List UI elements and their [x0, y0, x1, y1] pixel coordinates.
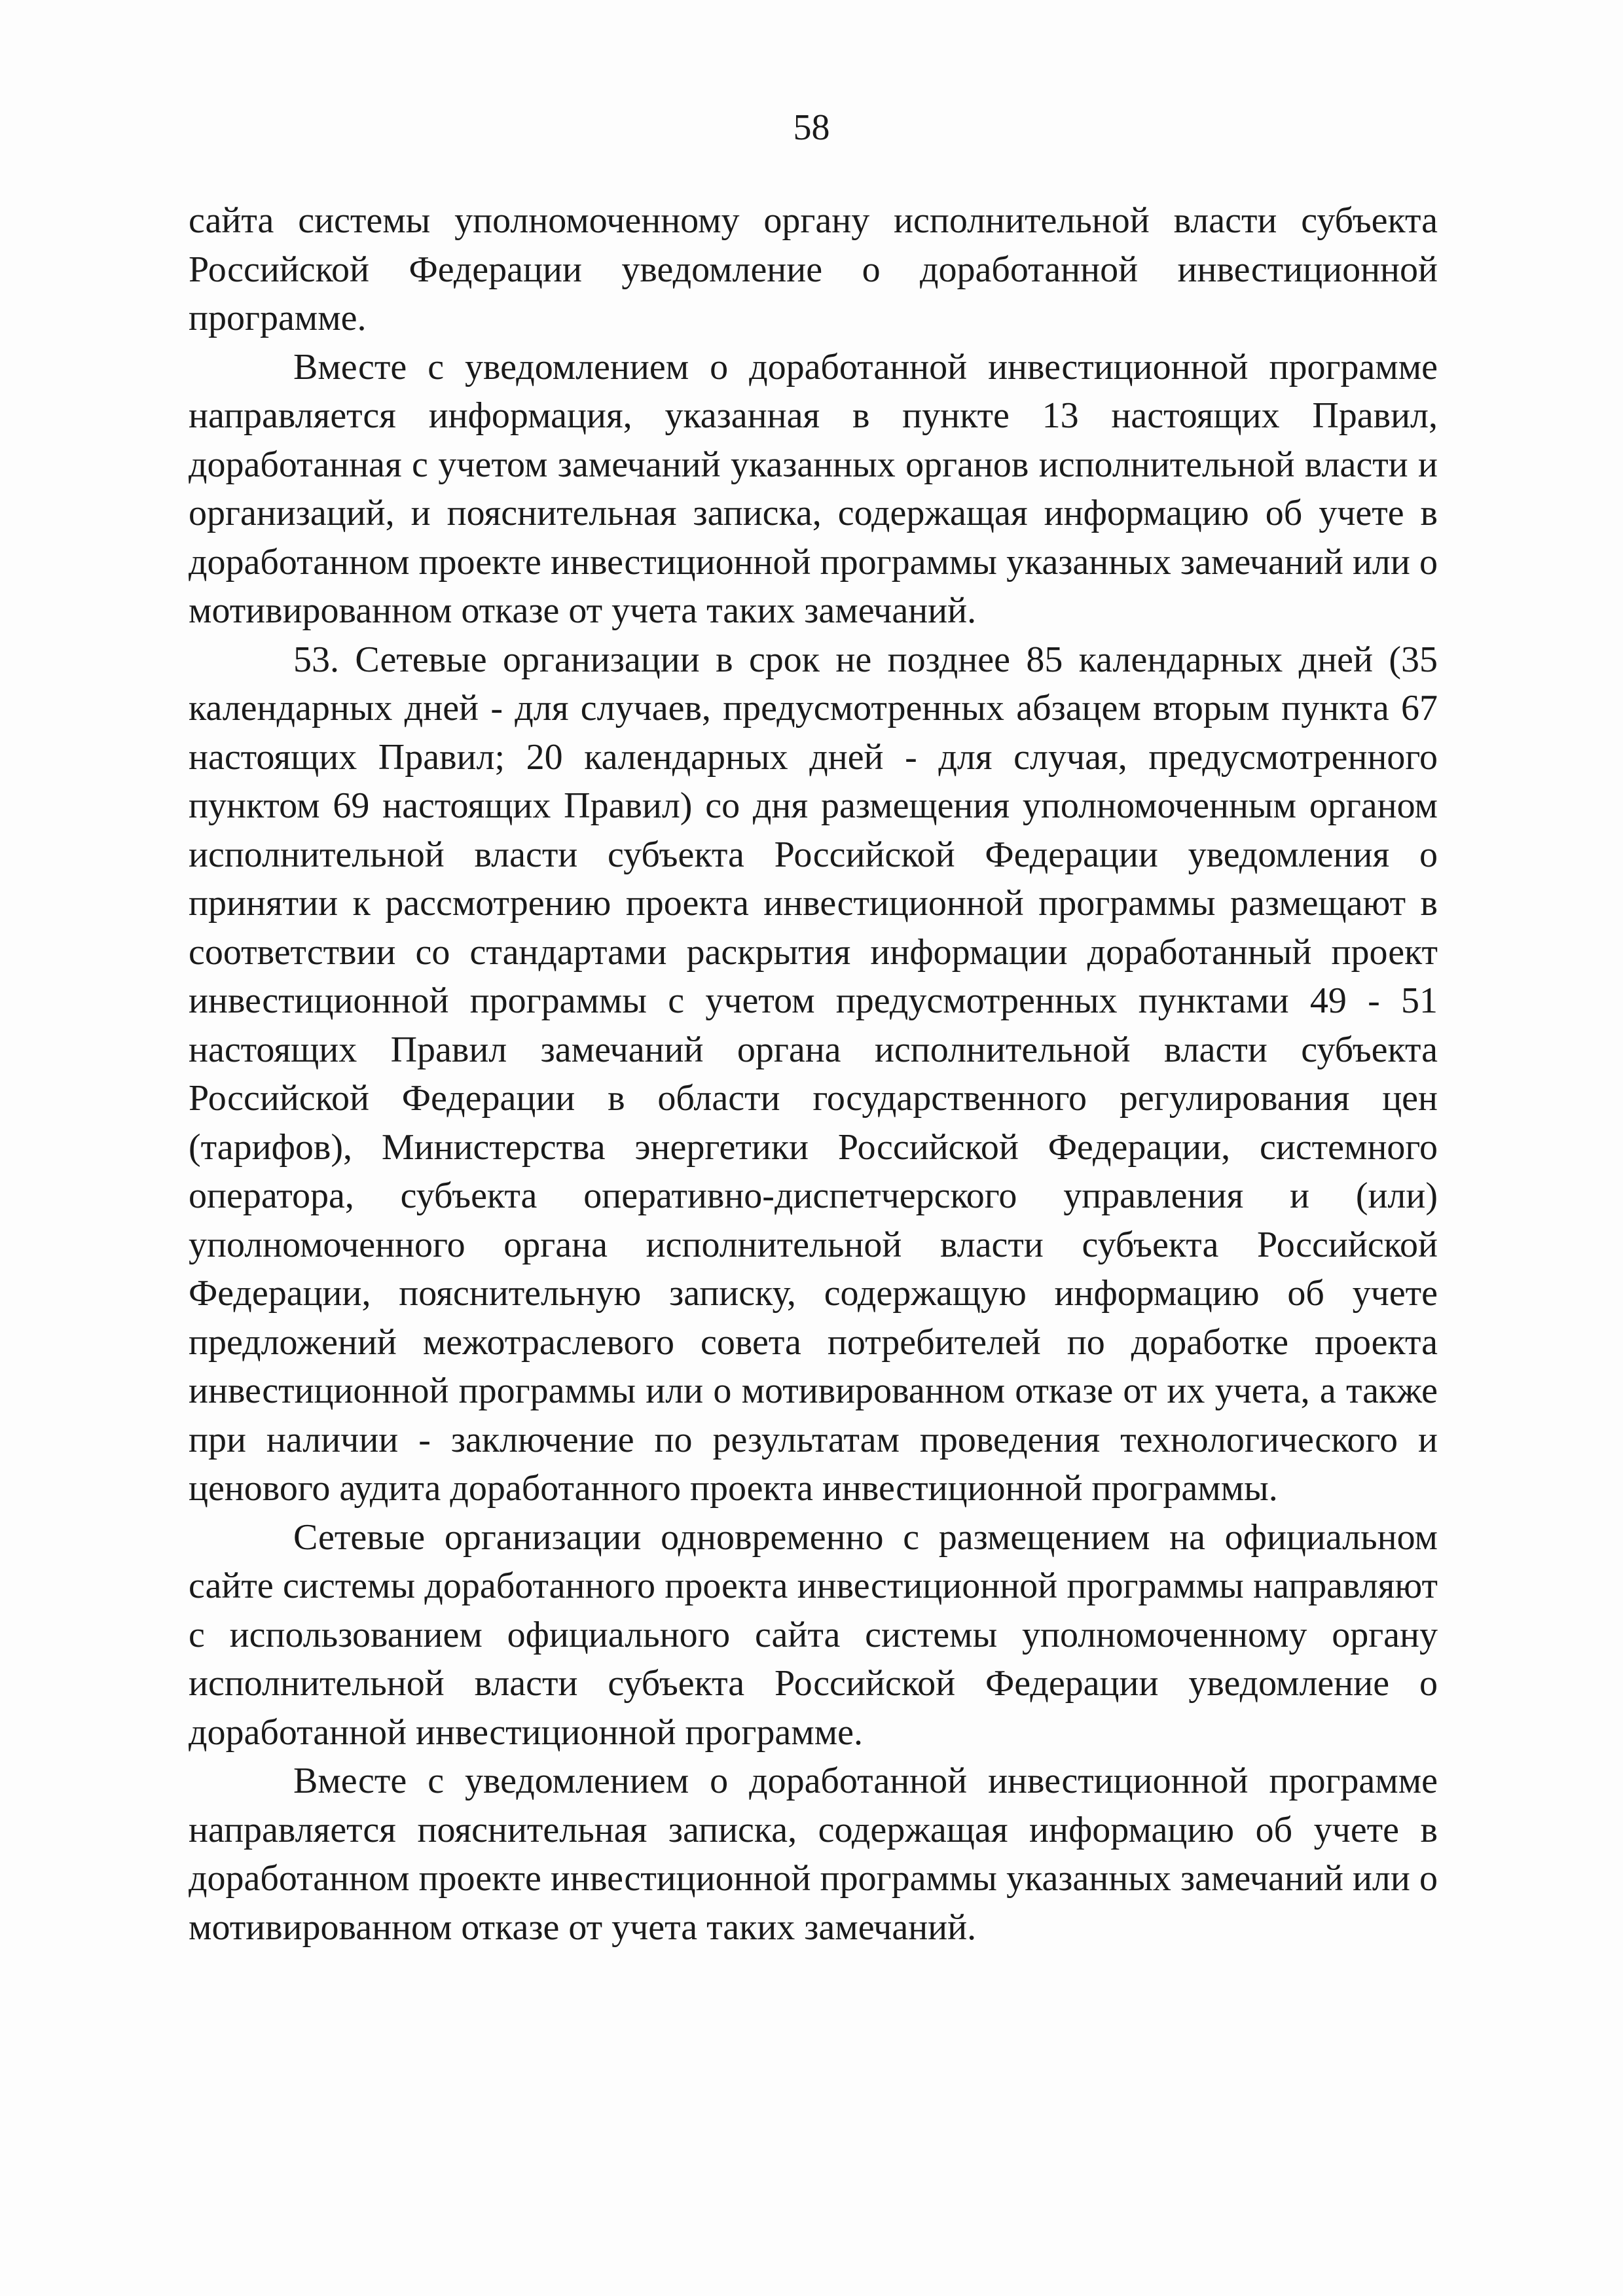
document-body — [189, 196, 1438, 1952]
paragraph: Вместе с уведомлением о доработанной инвестиционной программе направляется информация, указанная в пункте 13 настоящих Правил, доработанная с учетом замечаний указанных органов исполнительной власти и организаций, и пояснительная записка, содержащая информацию об учете в доработанном проекте инвестиционной программы указанных замечаний или о мотивированном отказе от учета таких замечаний. — [189, 346, 1438, 631]
paragraph: Сетевые организации одновременно с размещением на официальном сайте системы доработанного проекта инвестиционной программы направляют с использованием официального сайта системы уполномоченному органу исполнительной власти субъекта Российской Федерации уведомление о доработанной инвестиционной программе. — [189, 1516, 1438, 1753]
paragraph-clause-53: 53. Сетевые организации в срок не позднее 85 календарных дней (35 календарных дней - для случаев, предусмотренных абзацем вторым пункта 67 настоящих Правил; 20 календарных дней - для случая, предусмотренного пунктом 69 настоящих Правил) со дня размещения уполномоченным органом исполнительной власти субъекта Российской Федерации уведомления о принятии к рассмотрению проекта инвестиционной программы размещают в соответствии со стандартами раскрытия информации доработанный проект инвестиционной программы с учетом предусмотренных пунктами 49 - 51 настоящих Правил замечаний органа исполнительной власти субъекта Российской Федерации в области государственного регулирования цен (тарифов), Министерства энергетики Российской Федерации, системного оператора, субъекта оперативно-диспетчерского управления и (или) уполномоченного органа исполнительной власти субъекта Российской Федерации, пояснительную записку, содержащую информацию об учете предложений межотраслевого совета потребителей по доработке проекта инвестиционной программы или о мотивированном отказе от их учета, а также при наличии - заключение по результатам проведения технологического и ценового аудита доработанного проекта инвестиционной программы. — [189, 639, 1438, 1509]
paragraph-continuation: сайта системы уполномоченному органу исполнительной власти субъекта Российской Федерации уведомление о доработанной инвестиционной программе. — [189, 200, 1438, 338]
page-number: 58 — [793, 107, 830, 148]
paragraph: Вместе с уведомлением о доработанной инвестиционной программе направляется пояснительная записка, содержащая информацию об учете в доработанном проекте инвестиционной программы указанных замечаний или о мотивированном отказе от учета таких замечаний. — [189, 1761, 1438, 1948]
